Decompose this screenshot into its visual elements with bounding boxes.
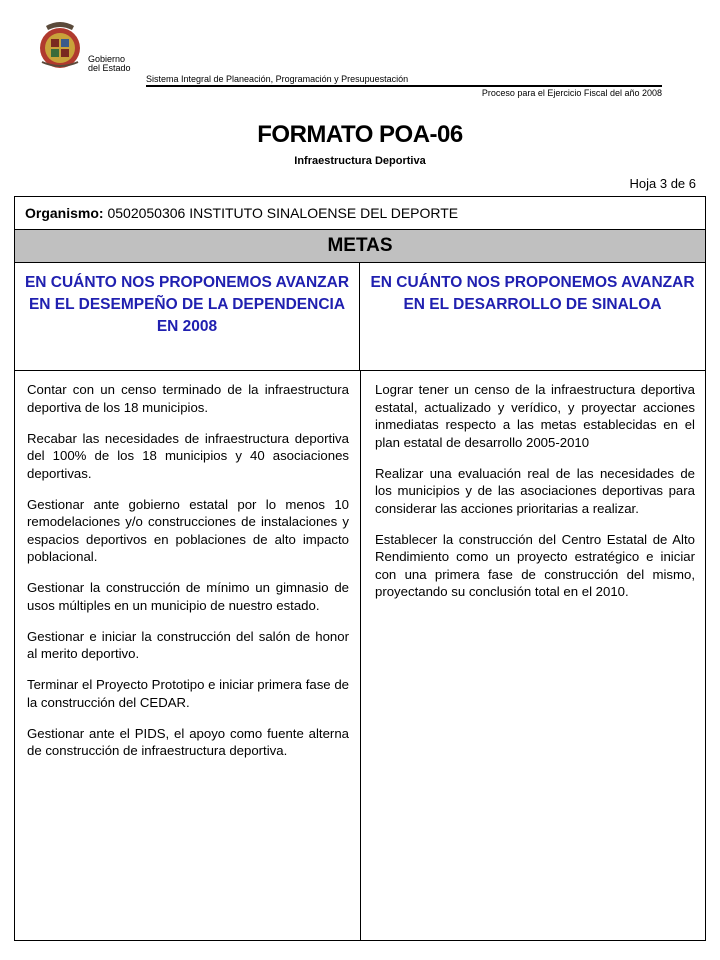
organismo-value: 0502050306 INSTITUTO SINALOENSE DEL DEPORTE [107, 205, 459, 221]
right-item: Lograr tener un censo de la infraestructura deportiva estatal, actualizado y verídico, y proyectar acciones inmediatas respecto a las metas establecidas en el plan estatal de desarrollo 2005-2010 [375, 382, 695, 450]
organismo-label: Organismo: [25, 205, 104, 221]
column-divider [360, 371, 361, 940]
right-column-header: EN CUÁNTO NOS PROPONEMOS AVANZAR EN EL DESARROLLO DE SINALOA [360, 263, 705, 371]
left-column-header: EN CUÁNTO NOS PROPONEMOS AVANZAR EN EL DESEMPEÑO DE LA DEPENDENCIA EN 2008 [15, 263, 360, 371]
right-column-content [375, 381, 695, 614]
page-number: Hoja 3 de 6 [629, 176, 696, 191]
left-column-content [27, 381, 349, 773]
metas-table [14, 196, 706, 941]
left-item: Recabar las necesidades de infraestructura deportiva del 100% de los 18 municipios y 40 asociaciones deportivas. [27, 430, 349, 481]
left-item: Gestionar la construcción de mínimo un gimnasio de usos múltiples en un municipio de nuestro estado. [27, 580, 349, 613]
page-title: FORMATO POA-06 [257, 121, 463, 148]
left-item: Gestionar e iniciar la construcción del salón de honor al merito deportivo. [27, 628, 349, 661]
right-item: Realizar una evaluación real de las necesidades de los municipios y de las asociaciones deportivas para considerar las acciones prioritarias a realizar. [375, 465, 695, 516]
header-rule [146, 85, 662, 87]
organismo-row [15, 197, 705, 230]
process-label: Proceso para el Ejercicio Fiscal del año 2008 [481, 88, 662, 98]
gobierno-line2: del Estado [88, 63, 131, 73]
gobierno-line1: Gobierno [88, 54, 126, 64]
left-item: Terminar el Proyecto Prototipo e iniciar primera fase de la construcción del CEDAR. [27, 677, 349, 710]
left-item: Contar con un censo terminado de la infraestructura deportiva de los 18 municipios. [27, 382, 349, 415]
left-item: Gestionar ante el PIDS, el apoyo como fuente alterna de construcción de infraestructura deportiva. [27, 725, 349, 758]
state-coat-of-arms-icon [36, 18, 84, 70]
system-name: Sistema Integral de Planeación, Programación y Presupuestación [146, 74, 409, 84]
left-item: Gestionar ante gobierno estatal por lo menos 10 remodelaciones y/o construcciones de instalaciones y espacios deportivos en poblaciones de alto impacto poblacional. [27, 496, 349, 564]
right-item: Establecer la construcción del Centro Estatal de Alto Rendimiento como un proyecto estratégico e iniciar con una primera fase de construcción del mismo, proyectando su conclusión total en el 2010. [375, 531, 695, 599]
metas-header: METAS [15, 230, 705, 263]
page-subtitle: Infraestructura Deportiva [294, 155, 426, 167]
gobierno-label [88, 55, 131, 73]
